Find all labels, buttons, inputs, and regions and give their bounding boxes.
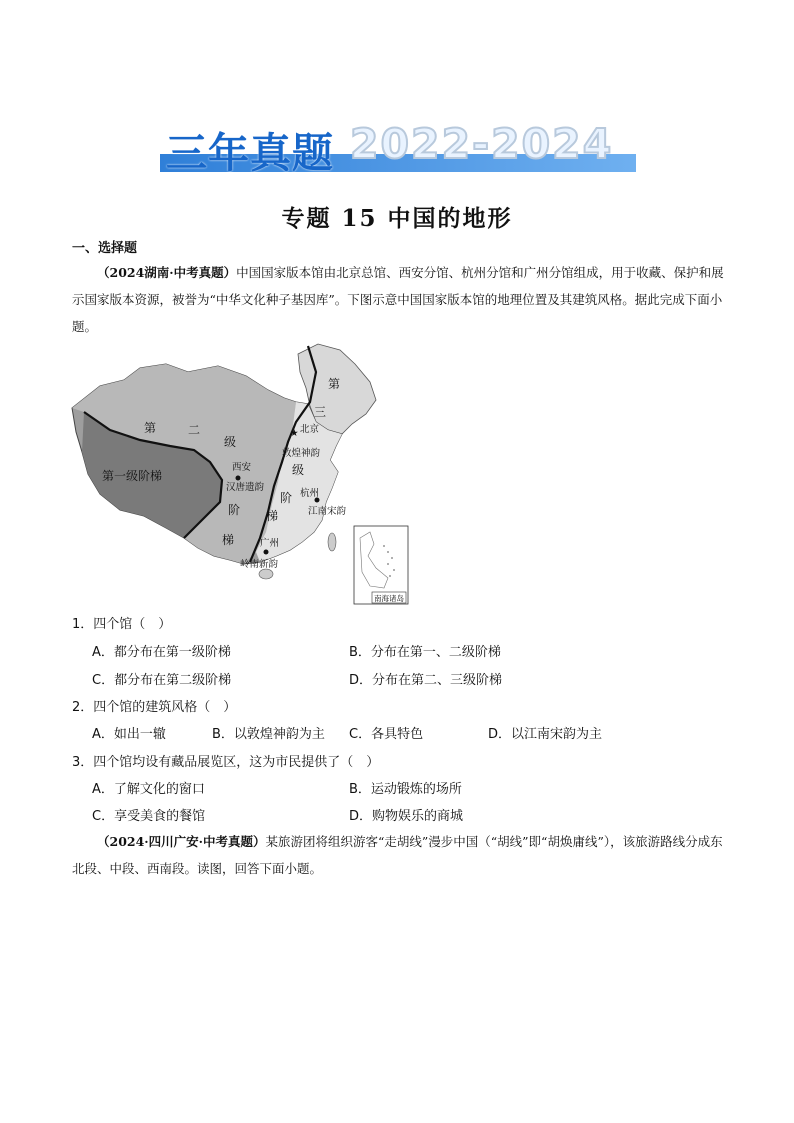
label-step2-d: 阶: [228, 503, 241, 517]
label-beijing-star-icon: ★: [290, 428, 299, 439]
q1-option-b[interactable]: B．分布在第一、二级阶梯: [349, 645, 501, 660]
label-step2-c: 级: [224, 435, 237, 449]
label-guangzhou-style: 岭南新韵: [240, 559, 279, 570]
label-hangzhou-style: 江南宋韵: [308, 506, 347, 517]
label-guangzhou: 广州: [260, 538, 280, 549]
passage-1-source: （2024湖南·中考真题）: [97, 265, 237, 280]
label-step2-b: 二: [188, 423, 201, 437]
q3-option-b[interactable]: B．运动锻炼的场所: [349, 782, 462, 797]
q3-option-d[interactable]: D．购物娱乐的商城: [349, 809, 464, 824]
guangzhou-dot-icon: [264, 550, 269, 555]
label-xian: 西安: [232, 462, 252, 473]
q2-option-a[interactable]: A．如出一辙: [92, 727, 166, 742]
q3-option-a[interactable]: A．了解文化的窗口: [92, 782, 205, 797]
banner-title-years: 2022-2024: [350, 120, 614, 168]
taiwan-island: [328, 533, 336, 551]
q2-option-d[interactable]: D．以江南宋韵为主: [488, 727, 603, 742]
china-terrain-map: [70, 342, 412, 606]
banner-title-main: 三年真题: [166, 129, 334, 177]
passage-2-text: 某旅游团将组织游客“走胡线”漫步中国（“胡线”即“胡焕庸线”），该旅游路线分成东北段、中段、西南段。读图，回答下面小题。: [72, 834, 723, 876]
label-step2-a: 第: [144, 421, 157, 435]
q1-option-a[interactable]: A．都分布在第一级阶梯: [92, 645, 231, 660]
section-heading: 一、选择题: [72, 241, 138, 256]
q2-option-b[interactable]: B．以敦煌神韵为主: [212, 727, 325, 742]
passage-1: [72, 259, 724, 340]
title-banner: [160, 120, 636, 178]
question-1: 1．四个馆（ ）: [72, 617, 172, 632]
label-beijing-style: 敦煌神韵: [282, 448, 321, 459]
q1-option-d[interactable]: D．分布在第二、三级阶梯: [349, 673, 503, 688]
label-hangzhou: 杭州: [300, 488, 320, 499]
passage-2-source: （2024·四川广安·中考真题）: [97, 834, 266, 849]
question-3: 3．四个馆均设有藏品展览区，这为市民提供了（ ）: [72, 755, 380, 770]
q1-option-c[interactable]: C．都分布在第二级阶梯: [92, 673, 232, 688]
q2-option-c[interactable]: C．各具特色: [349, 727, 424, 742]
inset-label: 南海诸岛: [374, 594, 404, 603]
label-step2-e: 梯: [222, 533, 235, 547]
topic-title: 专题 15 中国的地形: [281, 205, 513, 232]
hainan-island: [259, 569, 273, 579]
label-step3-a: 第: [328, 377, 341, 391]
label-beijing: 北京: [300, 424, 320, 435]
label-step3-b: 三: [314, 405, 327, 419]
label-step3-e: 梯: [266, 509, 279, 523]
q3-option-c[interactable]: C．享受美食的餐馆: [92, 809, 206, 824]
label-xian-style: 汉唐遗韵: [226, 482, 265, 493]
xian-dot-icon: [236, 476, 241, 481]
question-2: 2．四个馆的建筑风格（ ）: [72, 700, 237, 715]
label-step3-d: 阶: [280, 491, 293, 505]
label-step3-c: 级: [292, 463, 305, 477]
passage-2: [72, 828, 724, 882]
passage-1-text: 中国国家版本馆由北京总馆、西安分馆、杭州分馆和广州分馆组成，用于收藏、保护和展示国家版本资源，被誉为“中华文化种子基因库”。下图示意中国国家版本馆的地理位置及其建筑风格。据此完成下面小题。: [72, 265, 724, 334]
label-first-step: 第一级阶梯: [102, 469, 163, 483]
